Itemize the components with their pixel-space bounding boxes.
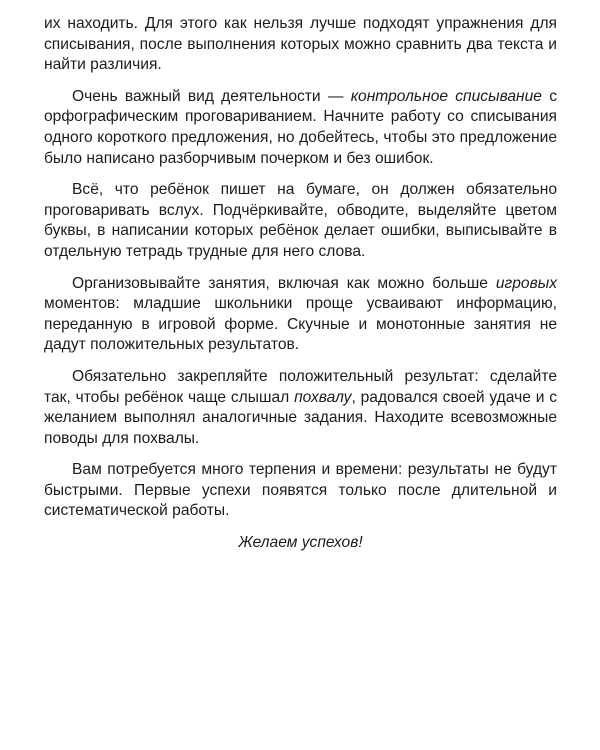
paragraph-5 [44,367,557,449]
paragraph-6 [44,460,557,522]
p5-text-b: , радовался своей удаче и с желанием выполнял аналогичные задания. Находите всевозможные поводы для похвалы. [44,388,557,447]
paragraph-4 [44,274,557,356]
p4-text-b: моментов: младшие школьники проще усваивают информацию, переданную в игровой форме. Скучные и монотонные занятия не дадут положительных результатов. [44,295,557,354]
p1-text: их находить. Для этого как нельзя лучше подходят упражнения для списывания, после выполнения которых можно сравнить два текста и найти различия. [44,15,557,74]
document-page [44,14,557,554]
closing-line: Желаем успехов! [238,534,363,552]
p2-text-b: с орфографическим проговариванием. Начните работу со списывания одного короткого предложения, но добейтесь, чтобы это предложение было написано разборчивым почерком и без ошибок. [44,87,557,167]
p4-emphasis: игровых [495,274,557,292]
p2-emphasis: контрольное списывание [350,87,542,105]
p5-text-a: Обязательно закрепляйте положительный результат: сделайте так, чтобы ребёнок чаще слышал [44,367,557,406]
p2-text-a: Очень важный вид деятельности — [72,87,351,105]
p4-text-a: Организовывайте занятия, включая как можно больше [72,274,496,292]
p6-text: Вам потребуется много терпения и времени: результаты не будут быстрыми. Первые успехи появятся только после длительной и систематической работы. [44,461,557,520]
paragraph-1 [44,14,557,76]
paragraph-3 [44,180,557,262]
paragraph-2 [44,87,557,169]
p5-emphasis: похвалу [294,388,352,406]
p3-text: Всё, что ребёнок пишет на бумаге, он должен обязательно проговаривать вслух. Подчёркивайте, обводите, выделяйте цветом буквы, в написании которых ребёнок делает ошибки, выписывайте в отдельную тетрадь трудные для него слова. [44,181,557,260]
